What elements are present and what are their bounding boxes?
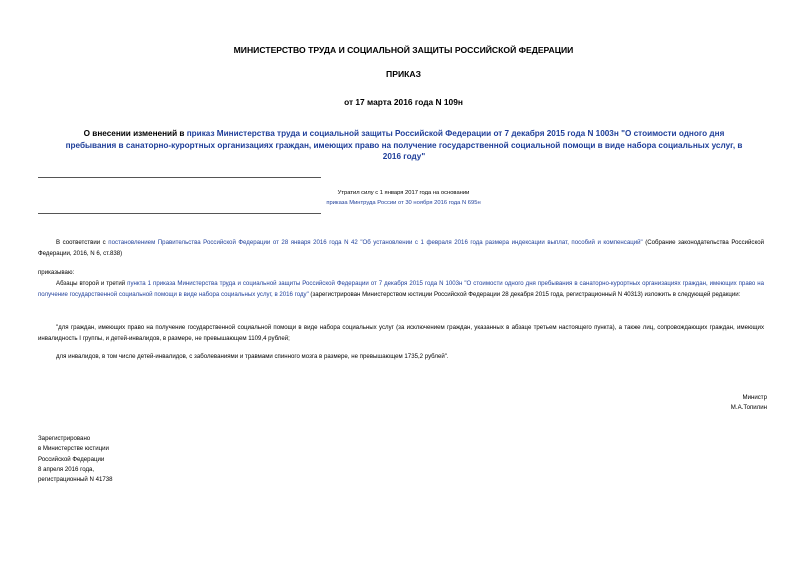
p3-suffix: (зарегистрирован Министерством юстиции Российской Федерации 28 декабря 2015 года, регистрационный N 40313) изложить в следующей редакции: (308, 290, 741, 298)
document-title (60, 128, 748, 163)
paragraph-new-text-1: "для граждан, имеющих право на получение государственной социальной помощи в виде набора социальных услуг (за исключением граждан, указанных в абзаце третьем настоящего пункта), а также лиц, сопровождающих граждан, имеющих инвалидность I группы, и детей-инвалидов, в размере, не превышающем 1109,4 рублей; (38, 324, 764, 342)
doc-type-heading: ПРИКАЗ (386, 69, 421, 79)
title-prefix: О внесении изменений в (83, 129, 187, 138)
divider-top (38, 177, 321, 178)
p1-link[interactable]: постановлением Правительства Российской Федерации от 28 января 2016 года N 42 "Об установлении с 1 февраля 2016 года размера индексации выплат, пособий и компенсаций" (108, 239, 643, 246)
signature-name: М.А.Топилин (730, 404, 767, 411)
registration-line: Зарегистрировано (38, 435, 91, 442)
divider-bottom (38, 213, 321, 214)
ministry-heading: МИНИСТЕРСТВО ТРУДА И СОЦИАЛЬНОЙ ЗАЩИТЫ РОССИЙСКОЙ ФЕДЕРАЦИИ (233, 45, 574, 55)
registration-block (38, 434, 113, 485)
p3-prefix: Абзацы второй и третий (56, 280, 128, 287)
signature-position: Министр (742, 394, 767, 401)
p3-link[interactable]: пункта 1 приказа Министерства труда и социальной защиты Российской Федерации от 7 декабря 2015 года N 1003н "О стоимости одного дня пребывания в санаторно-курортных организациях граждан, имеющих право на получение государственной социальной помощи в виде набора социальных услуг, в 2016 году" (38, 280, 764, 298)
registration-line: регистрационный N 41738 (38, 476, 113, 484)
doc-date-number: от 17 марта 2016 года N 109н (344, 97, 463, 107)
paragraph-order: приказываю: (38, 269, 75, 276)
registration-line: 8 апреля 2016 года, (38, 465, 95, 473)
registration-line: в Министерстве юстиции (38, 445, 109, 453)
p1-prefix: В соответствии с (56, 239, 109, 246)
status-note-link[interactable]: приказа Минтруда России от 30 ноября 2016 года N 695н (326, 200, 481, 206)
paragraph-basis (38, 238, 764, 259)
status-note-line1: Утратил силу с 1 января 2017 года на основании (337, 190, 470, 196)
paragraph-new-text-2: для инвалидов, в том числе детей-инвалидов, с заболеваниями и травмами спинного мозга в размере, не превышающем 1735,2 рублей". (56, 353, 449, 360)
title-link[interactable]: приказ Министерства труда и социальной защиты Российской Федерации от 7 декабря 2015 года N 1003н "О стоимости одного дня пребывания в санаторно-курортных организациях граждан, имеющих право на получение государственной социальной помощи в виде набора социальных услуг, в 2016 году" (65, 129, 743, 161)
p1-suffix: (Собрание законодательства Российской Федерации, 2016, N 6, ст.838) (38, 239, 765, 257)
registration-line: Российской Федерации (38, 455, 105, 463)
paragraph-amendment (38, 279, 764, 300)
